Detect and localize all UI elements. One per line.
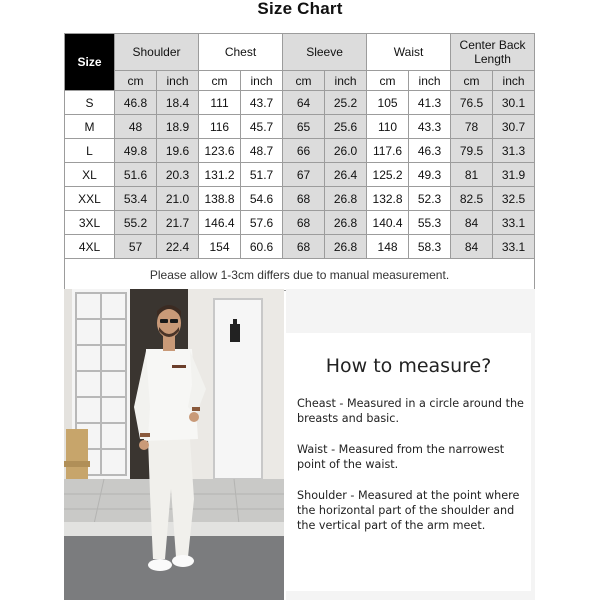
table-cell: 25.6 xyxy=(325,115,367,139)
table-cell: 57.6 xyxy=(241,211,283,235)
size-label: L xyxy=(65,139,115,163)
table-cell: 81 xyxy=(451,163,493,187)
table-row xyxy=(65,163,535,187)
table-cell: 26.8 xyxy=(325,235,367,259)
waist-measure-instruction: Waist - Measured from the narrowest point of the waist. xyxy=(297,443,505,471)
table-cell: 148 xyxy=(367,235,409,259)
table-cell: 84 xyxy=(451,211,493,235)
table-cell: 48.7 xyxy=(241,139,283,163)
table-cell: 54.6 xyxy=(241,187,283,211)
table-cell: 43.7 xyxy=(241,91,283,115)
table-cell: 131.2 xyxy=(199,163,241,187)
table-cell: 33.1 xyxy=(493,235,535,259)
table-cell: 116 xyxy=(199,115,241,139)
table-row xyxy=(65,139,535,163)
table-cell: 84 xyxy=(451,235,493,259)
table-cell: 146.4 xyxy=(199,211,241,235)
how-to-measure-card xyxy=(286,333,531,591)
table-cell: 30.7 xyxy=(493,115,535,139)
size-rows xyxy=(65,91,535,259)
chest-header: Chest xyxy=(199,34,283,71)
table-cell: 19.6 xyxy=(157,139,199,163)
table-row xyxy=(65,91,535,115)
table-cell: 30.1 xyxy=(493,91,535,115)
size-column-header: Size xyxy=(65,34,115,91)
table-cell: 18.4 xyxy=(157,91,199,115)
table-cell: 132.8 xyxy=(367,187,409,211)
table-cell: 68 xyxy=(283,187,325,211)
table-cell: 125.2 xyxy=(367,163,409,187)
table-cell: 79.5 xyxy=(451,139,493,163)
table-cell: 60.6 xyxy=(241,235,283,259)
table-cell: 20.3 xyxy=(157,163,199,187)
unit-cm-header: cm xyxy=(283,71,325,91)
table-cell: 111 xyxy=(199,91,241,115)
unit-row xyxy=(65,71,535,91)
table-cell: 68 xyxy=(283,211,325,235)
table-cell: 82.5 xyxy=(451,187,493,211)
table-cell: 49.3 xyxy=(409,163,451,187)
unit-inch-header: inch xyxy=(325,71,367,91)
sleeve-header: Sleeve xyxy=(283,34,367,71)
table-row xyxy=(65,211,535,235)
unit-cm-header: cm xyxy=(451,71,493,91)
table-cell: 45.7 xyxy=(241,115,283,139)
table-cell: 52.3 xyxy=(409,187,451,211)
table-cell: 41.3 xyxy=(409,91,451,115)
size-label: S xyxy=(65,91,115,115)
size-label: XXL xyxy=(65,187,115,211)
table-cell: 68 xyxy=(283,235,325,259)
size-label: XL xyxy=(65,163,115,187)
unit-inch-header: inch xyxy=(157,71,199,91)
unit-cm-header: cm xyxy=(367,71,409,91)
table-cell: 32.5 xyxy=(493,187,535,211)
unit-cm-header: cm xyxy=(199,71,241,91)
waist-header: Waist xyxy=(367,34,451,71)
table-row xyxy=(65,115,535,139)
table-cell: 31.9 xyxy=(493,163,535,187)
table-cell: 49.8 xyxy=(115,139,157,163)
shoulder-measure-instruction: Shoulder - Measured at the point where the horizontal part of the shoulder and the vertical part of the arm meet. xyxy=(297,489,520,532)
table-cell: 21.7 xyxy=(157,211,199,235)
table-cell: 51.7 xyxy=(241,163,283,187)
unit-inch-header: inch xyxy=(493,71,535,91)
size-chart-table xyxy=(64,33,535,291)
table-cell: 78 xyxy=(451,115,493,139)
table-row xyxy=(65,187,535,211)
table-cell: 123.6 xyxy=(199,139,241,163)
table-cell: 46.3 xyxy=(409,139,451,163)
table-cell: 64 xyxy=(283,91,325,115)
shoulder-header: Shoulder xyxy=(115,34,199,71)
unit-inch-header: inch xyxy=(409,71,451,91)
table-cell: 140.4 xyxy=(367,211,409,235)
table-cell: 55.3 xyxy=(409,211,451,235)
table-cell: 26.0 xyxy=(325,139,367,163)
size-label: M xyxy=(65,115,115,139)
unit-inch-header: inch xyxy=(241,71,283,91)
model-photo-illustration xyxy=(64,289,284,600)
size-chart-title: Size Chart xyxy=(257,0,343,18)
how-to-measure-panel xyxy=(286,289,535,600)
chest-measure-instruction: Cheast - Measured in a circle around the breasts and basic. xyxy=(297,397,524,425)
table-cell: 76.5 xyxy=(451,91,493,115)
table-cell: 58.3 xyxy=(409,235,451,259)
center-back-length-header: Center Back Length xyxy=(451,34,535,71)
table-cell: 26.4 xyxy=(325,163,367,187)
table-cell: 48 xyxy=(115,115,157,139)
table-cell: 31.3 xyxy=(493,139,535,163)
table-cell: 43.3 xyxy=(409,115,451,139)
table-cell: 26.8 xyxy=(325,187,367,211)
model-photo xyxy=(64,289,284,600)
table-cell: 117.6 xyxy=(367,139,409,163)
table-cell: 66 xyxy=(283,139,325,163)
table-cell: 22.4 xyxy=(157,235,199,259)
table-cell: 25.2 xyxy=(325,91,367,115)
table-row xyxy=(65,235,535,259)
table-cell: 65 xyxy=(283,115,325,139)
unit-cm-header: cm xyxy=(115,71,157,91)
table-cell: 110 xyxy=(367,115,409,139)
table-cell: 18.9 xyxy=(157,115,199,139)
table-cell: 105 xyxy=(367,91,409,115)
size-label: 3XL xyxy=(65,211,115,235)
table-cell: 55.2 xyxy=(115,211,157,235)
table-cell: 53.4 xyxy=(115,187,157,211)
table-cell: 21.0 xyxy=(157,187,199,211)
table-cell: 33.1 xyxy=(493,211,535,235)
table-cell: 26.8 xyxy=(325,211,367,235)
table-cell: 154 xyxy=(199,235,241,259)
table-cell: 67 xyxy=(283,163,325,187)
size-label: 4XL xyxy=(65,235,115,259)
table-cell: 46.8 xyxy=(115,91,157,115)
measurement-note: Please allow 1-3cm differs due to manual measurement. xyxy=(65,259,535,291)
table-cell: 51.6 xyxy=(115,163,157,187)
table-cell: 57 xyxy=(115,235,157,259)
how-to-measure-title: How to measure? xyxy=(325,355,492,377)
table-cell: 138.8 xyxy=(199,187,241,211)
